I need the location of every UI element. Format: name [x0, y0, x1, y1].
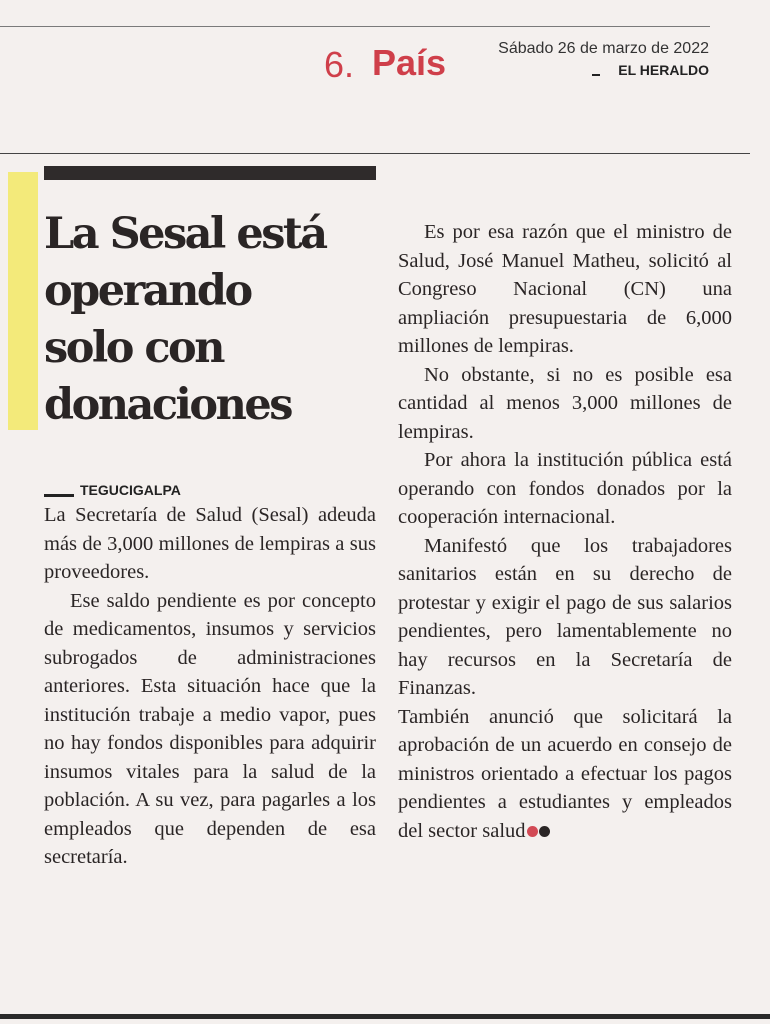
headline-line: operando [44, 266, 251, 316]
end-mark-dot-icon [539, 826, 550, 837]
headline [44, 206, 384, 434]
publication-name: EL HERALDO [618, 62, 709, 78]
section-number: 6. [324, 44, 355, 85]
paragraph: Ese saldo pendiente es por concepto de medicamentos, insumos y servicios subrogados de administraciones anteriores. Esta situación hace que la institución trabaje a medio vapor, pues no hay fondos disponibles para adquirir insumos vitales para la salud de la población. A su vez, para pagarles a los empleados que dependen de esa secretaría. [44, 589, 376, 868]
end-mark-dot-icon [527, 826, 538, 837]
dateline-rule [44, 494, 74, 497]
article-column-2 [398, 218, 732, 845]
section-name: País [372, 42, 447, 83]
paragraph: Manifestó que los trabajadores sanitarios están en su derecho de protestar y exigir el pago de sus salarios pendientes, pero lamentablemente no hay recursos en la Secretaría de Finanzas. [398, 534, 732, 699]
paragraph: Es por esa razón que el ministro de Salud, José Manuel Matheu, solicitó al Congreso Nacional (CN) una ampliación presupuestaria de 6,000 millones de lempiras. [398, 221, 732, 357]
paragraph: La Secretaría de Salud (Sesal) adeuda más de 3,000 millones de lempiras a sus proveedores. [44, 504, 376, 583]
article-column-1 [44, 501, 376, 872]
dateline: TEGUCIGALPA [80, 482, 181, 498]
publication-date: Sábado 26 de marzo de 2022 [498, 40, 709, 57]
closing-paragraph [398, 703, 732, 846]
publication-dash [592, 74, 600, 76]
paragraph: Por ahora la institución pública está operando con fondos donados por la cooperación internacional. [398, 449, 732, 528]
paragraph-text: También anunció que solicitará la aprobación de un acuerdo en consejo de ministros orientado a efectuar los pagos pendientes a estudiantes y empleados del sector salud [398, 705, 732, 842]
headline-line: solo con [44, 323, 224, 373]
paragraph: No obstante, si no es posible esa cantidad al menos 3,000 millones de lempiras. [398, 363, 732, 443]
top-rule [0, 26, 710, 27]
highlighter-mark [8, 172, 38, 430]
header-rule [0, 153, 750, 154]
bottom-rule [0, 1014, 770, 1019]
headline-line: donaciones [44, 380, 291, 430]
headline-bar [44, 166, 376, 180]
headline-line: La Sesal está [44, 209, 326, 259]
